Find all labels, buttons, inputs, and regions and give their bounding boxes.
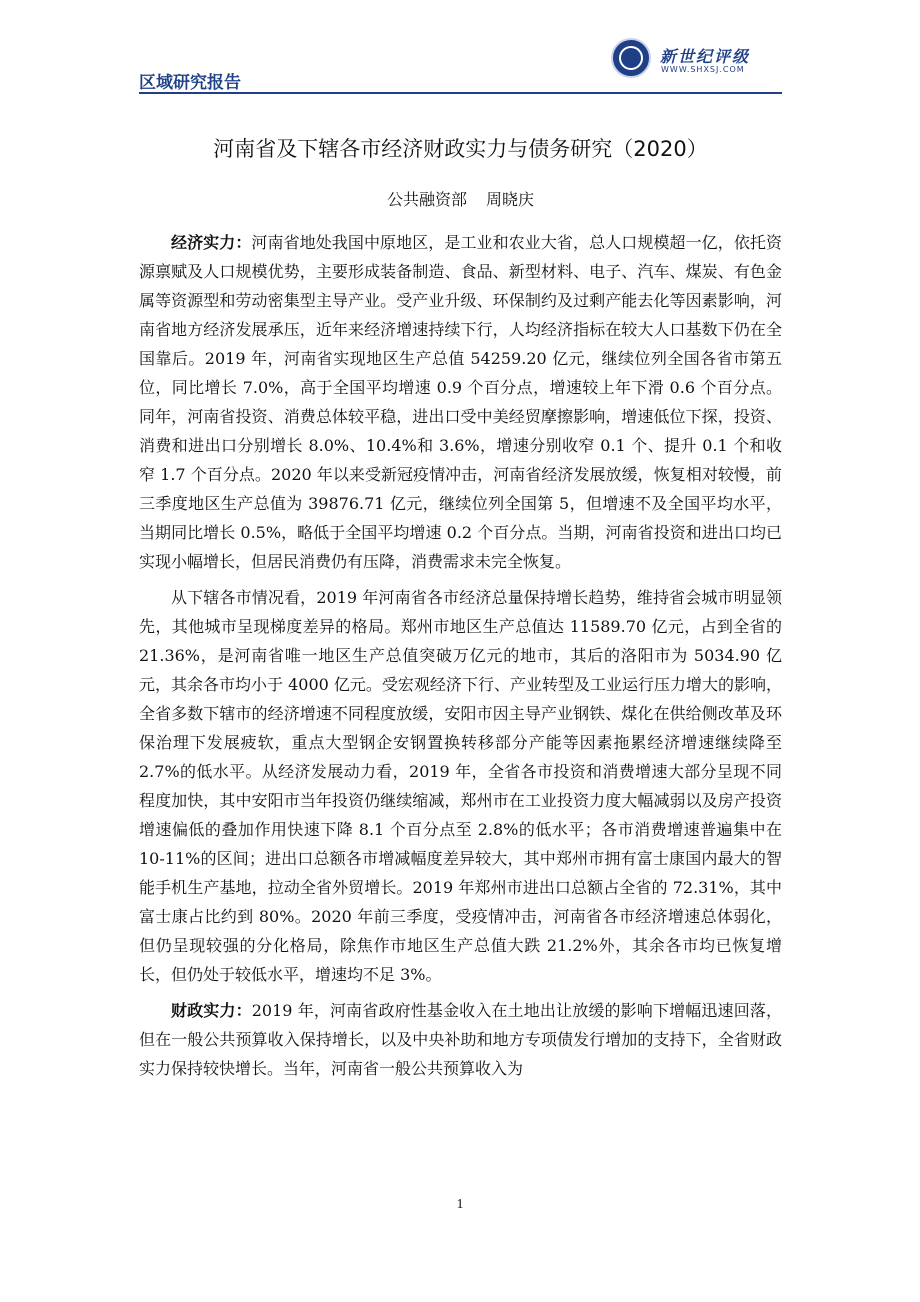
document-body [139, 228, 782, 1083]
page-number: 1 [456, 1197, 464, 1212]
paragraph-lead: 经济实力： [171, 233, 252, 252]
paragraph-fiscal-strength [139, 996, 782, 1083]
document-authors: 公共融资部 周晓庆 [386, 190, 535, 209]
paragraph-text: 2019 年，河南省政府性基金收入在土地出让放缓的影响下增幅迅速回落，但在一般公共预算收入保持增长，以及中央补助和地方专项债发行增加的支持下，全省财政实力保持较快增长。当年，河南省一般公共预算收入为 [139, 1001, 782, 1078]
logo-url: WWW.SHXSJ.COM [661, 65, 745, 74]
header-divider [139, 92, 782, 94]
logo-name: 新世纪评级 [660, 47, 751, 66]
paragraph-text: 从下辖各市情况看，2019 年河南省各市经济总量保持增长趋势，维持省会城市明显领先，其他城市呈现梯度差异的格局。郑州市地区生产总值达 11589.70 亿元，占到全省的 21.36%，是河南省唯一地区生产总值突破万亿元的地市，其后的洛阳市为 5034.90 亿元，其余各市均小于 4000 亿元。受宏观经济下行、产业转型及工业运行压力增大的影响，全省多数下辖市的经济增速不同程度放缓，安阳市因主导产业钢铁、煤化在供给侧改革及环保治理下发展疲软，重点大型钢企安钢置换转移部分产能等因素拖累经济增速继续降至 2.7%的低水平。从经济发展动力看，2019 年，全省各市投资和消费增速大部分呈现不同程度加快，其中安阳市当年投资仍继续缩减，郑州市在工业投资力度大幅减弱以及房产投资增速偏低的叠加作用快速下降 8.1 个百分点至 2.8%的低水平；各市消费增速普遍集中在 10-11%的区间；进出口总额各市增减幅度差异较大，其中郑州市拥有富士康国内最大的智能手机生产基地，拉动全省外贸增长。2019 年郑州市进出口总额占全省的 72.31%，其中富士康占比约到 80%。2020 年前三季度，受疫情冲击，河南省各市经济增速总体弱化，但仍呈现较强的分化格局，除焦作市地区生产总值大跌 21.2%外，其余各市均已恢复增长，但仍处于较低水平，增速均不足 3%。 [139, 588, 782, 984]
seal-logo-icon [611, 38, 651, 78]
paragraph-text: 河南省地处我国中原地区，是工业和农业大省，总人口规模超一亿，依托资源禀赋及人口规模优势，主要形成装备制造、食品、新型材料、电子、汽车、煤炭、有色金属等资源型和劳动密集型主导产业。受产业升级、环保制约及过剩产能去化等因素影响，河南省地方经济发展承压，近年来经济增速持续下行，人均经济指标在较大人口基数下仍在全国靠后。2019 年，河南省实现地区生产总值 54259.20 亿元，继续位列全国各省市第五位，同比增长 7.0%，高于全国平均增速 0.9 个百分点，增速较上年下滑 0.6 个百分点。同年，河南省投资、消费总体较平稳，进出口受中美经贸摩擦影响，增速低位下探，投资、消费和进出口分别增长 8.0%、10.4%和 3.6%，增速分别收窄 0.1 个、提升 0.1 个和收窄 1.7 个百分点。2020 年以来受新冠疫情冲击，河南省经济发展放缓，恢复相对较慢，前三季度地区生产总值为 39876.71 亿元，继续位列全国第 5，但增速不及全国平均水平，当期同比增长 0.5%，略低于全国平均增速 0.2 个百分点。当期，河南省投资和进出口均已实现小幅增长，但居民消费仍有压降，消费需求未完全恢复。 [139, 233, 782, 571]
header-section-label: 区域研究报告 [139, 73, 241, 93]
document-title: 河南省及下辖各市经济财政实力与债务研究（2020） [213, 137, 708, 161]
paragraph-city-overview [139, 583, 782, 989]
paragraph-economic-strength [139, 228, 782, 576]
paragraph-lead: 财政实力： [171, 1001, 252, 1020]
